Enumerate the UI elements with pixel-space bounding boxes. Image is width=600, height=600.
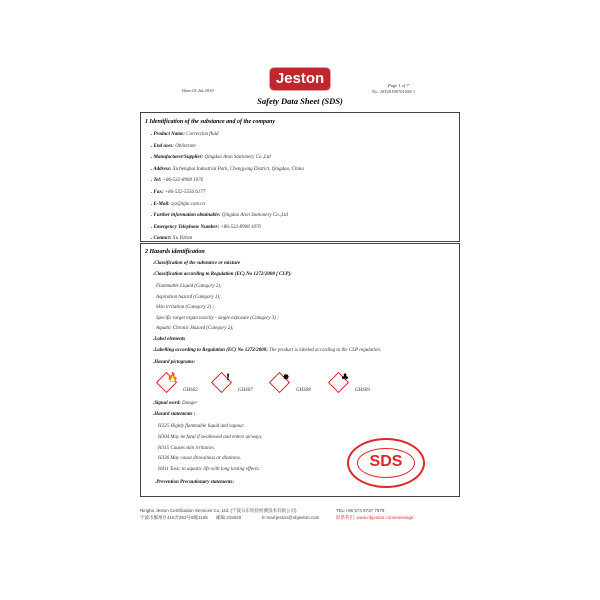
pictogram-ghs02 (159, 370, 219, 400)
hazard-class: Flammable Liquid (Category 2); (156, 284, 222, 289)
pictogram-code: GHS02 (183, 388, 198, 393)
pictogram-ghs07 (214, 370, 274, 400)
identification-item (151, 144, 196, 149)
flame-icon: 🔥 (167, 373, 179, 383)
pictogram-ghs09 (331, 370, 391, 400)
item-value: +86-532-5556 6177 (163, 190, 206, 195)
item-label: . End uses: (151, 143, 174, 149)
hazard-statements-label: .Hazard statements : (153, 412, 196, 417)
section-heading: 2 Hazards identification (145, 249, 205, 255)
pictograms-label: .Hazard pictograms: (153, 360, 196, 365)
item-label: . E-Mail: (151, 201, 170, 207)
identification-item (151, 132, 218, 137)
label-elements: .Label elements (153, 337, 186, 342)
classification-heading: .Classification of the substance or mixture (153, 261, 241, 266)
item-value: Obliterate (173, 143, 196, 149)
section-identification (140, 112, 460, 242)
identification-item (151, 155, 271, 160)
identification-item (151, 167, 304, 172)
footer-postcode: 邮编:315040 (216, 515, 242, 520)
footer-email: E-mail:jeston@nbjeston.com (262, 515, 320, 520)
hazard-statement: H225 Highly flammable liquid and vapour. (158, 424, 245, 429)
sds-stamp: SDS (347, 438, 425, 488)
prevention-label: .Prevention Precautionary statements: (155, 480, 235, 485)
hazard-class: Aspiration hazard (Category 1); (156, 294, 221, 300)
pictogram-code: GHS09 (355, 388, 370, 393)
footer-company: Ningbo Jeston Certification Services Co.,Ltd. (宁波日东检验检测技术有限公司) (140, 508, 297, 513)
item-label: . Fax: (151, 190, 164, 195)
hazard-statement: H315 Causes skin irritation. (158, 445, 215, 451)
hazard-class: Aquatic Chronic Hazard (Category 2); (156, 326, 234, 332)
pictogram-code: GHS08 (296, 388, 311, 393)
page-title: Safety Data Sheet (SDS) (257, 96, 343, 106)
pictogram-code: GHS07 (238, 388, 253, 393)
item-value: Qingdao Aton Stationery Co.,Ltd (203, 155, 271, 161)
clp-heading: .Classification according to Regulation (EC) No 1272/2008 [ CLP]: (153, 272, 292, 277)
labelling-label: .Labelling according to Regulation (EC) No 1272/2008: (153, 348, 268, 353)
document-number: No.:JST2019070105S-1 (372, 89, 416, 94)
item-value: Qingdao Aton Stationery Co.,Ltd (220, 213, 288, 219)
item-value: Xichenghai Industrial Park, Chengyang District, Qingdao, China (171, 166, 304, 172)
hazard-statement: H411 Toxic to aquatic life with long lasting effects. (158, 467, 260, 473)
item-label: . Product Name: (151, 132, 186, 137)
item-label: . Address: (151, 166, 172, 172)
identification-item (151, 236, 192, 241)
item-value: Xu Yizhen (171, 236, 193, 242)
footer-contact-link[interactable]: 联系我们: www.nbjeston.com/message (336, 515, 414, 520)
item-label: . Emergency Telephone Number: (151, 224, 220, 230)
identification-item (151, 225, 261, 230)
identification-item (151, 190, 205, 195)
footer-address: 宁波市鄞州区416弄262号6幢1105 (140, 515, 208, 520)
item-value: +86-532-8908 1076 (161, 178, 204, 184)
hazard-statement: H336 May cause drowsiness or dizziness. (158, 456, 242, 462)
item-label: . Tel: (151, 178, 162, 184)
page-number: Page 1 of 7 (388, 83, 409, 88)
hazard-statement: H304 May be fatal if swallowed and enters airways. (158, 434, 263, 440)
hazard-class: Specific target organ toxicity - single exposure (Category 3) ; (156, 315, 279, 321)
identification-item (151, 202, 205, 207)
pictogram-ghs08 (272, 370, 332, 400)
labelling-value: The product is labeled according to the CLP regulation. (267, 348, 382, 353)
signal-word-value: Danger (180, 401, 198, 406)
item-label: . Further information obtainable: (151, 213, 221, 219)
jeston-logo: Jeston (270, 68, 330, 90)
identification-item (151, 213, 288, 218)
item-value: +86-532-8908 1076 (219, 224, 261, 230)
footer-tel: TEL:+86 574 8737 7979 (336, 508, 385, 513)
identification-item (151, 178, 203, 183)
item-label: . Manufacturer/Supplier: (151, 155, 204, 161)
exclamation-icon: ! (225, 373, 231, 383)
item-value: zyz@tgle.com.cn (169, 201, 205, 207)
health-hazard-icon: ✸ (282, 373, 290, 383)
signal-word-label: .Signal word: (153, 401, 181, 406)
item-label: . Contact: (151, 236, 172, 242)
hazard-class: Skin irritation (Category 2) ; (156, 305, 215, 311)
section-heading: 1 Identification of the substance and of the company (145, 119, 276, 125)
environment-icon: ♣ (340, 373, 350, 383)
date: Date:01.Jul.2019 (182, 88, 214, 93)
item-value: Correction fluid (185, 132, 219, 137)
